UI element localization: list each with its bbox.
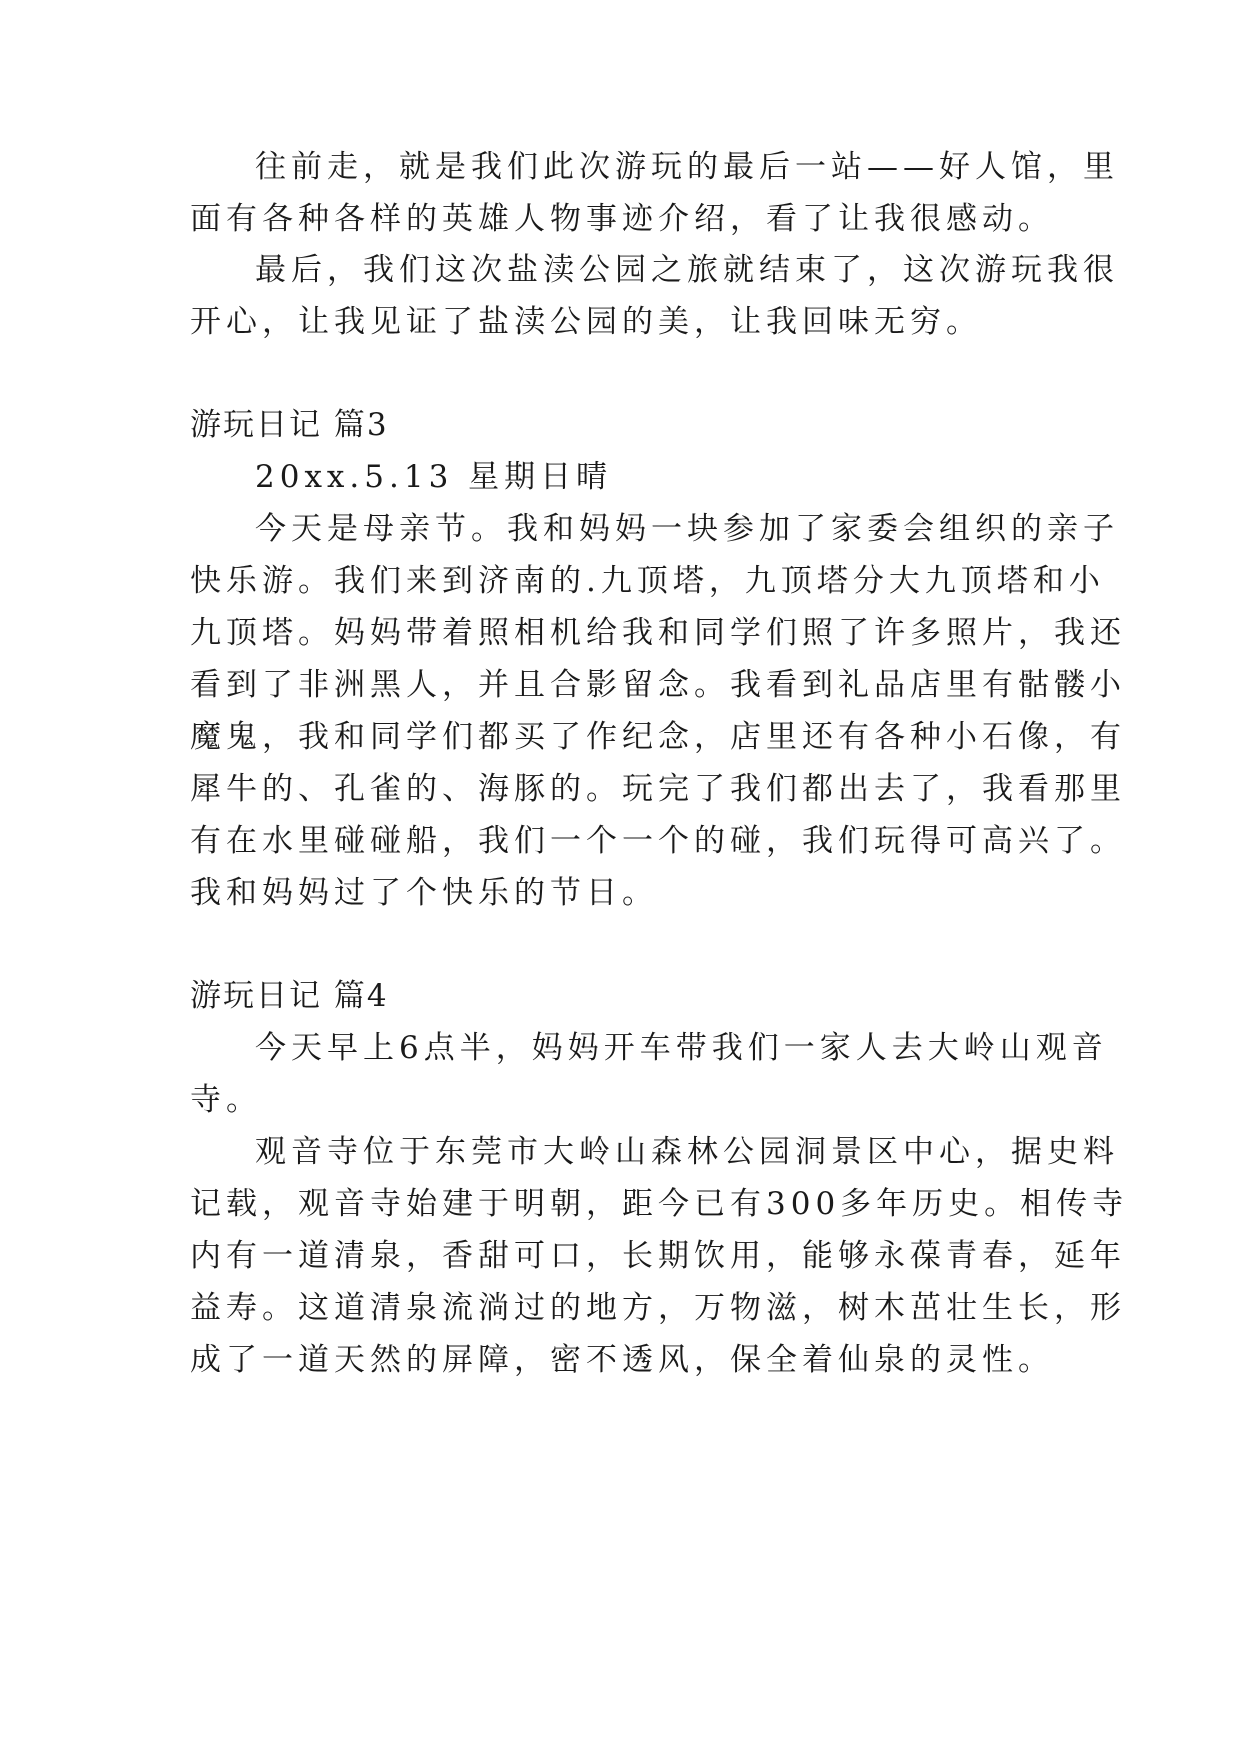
paragraph-line: 今天是母亲节。我和妈妈一块参加了家委会组织的亲子 (255, 511, 1119, 547)
paragraph-line: 记载，观音寺始建于明朝，距今已有300多年历史。相传寺 (190, 1186, 1129, 1222)
section-heading: 游玩日记 篇4 (190, 978, 389, 1014)
paragraph-line: 犀牛的、孔雀的、海豚的。玩完了我们都出去了，我看那里 (190, 771, 1126, 807)
date-line: 20xx.5.13 星期日晴 (255, 459, 613, 495)
paragraph-line: 观音寺位于东莞市大岭山森林公园洞景区中心，据史料 (255, 1134, 1119, 1170)
paragraph-line: 快乐游。我们来到济南的.九顶塔，九顶塔分大九顶塔和小 (190, 563, 1105, 599)
paragraph-line: 益寿。这道清泉流淌过的地方，万物滋，树木茁壮生长，形 (190, 1290, 1126, 1326)
paragraph-line: 内有一道清泉，香甜可口，长期饮用，能够永葆青春，延年 (190, 1238, 1126, 1274)
paragraph-line: 今天早上6点半，妈妈开车带我们一家人去大岭山观音 (255, 1030, 1108, 1066)
paragraph-line: 寺。 (190, 1082, 262, 1118)
paragraph-line: 魔鬼，我和同学们都买了作纪念，店里还有各种小石像，有 (190, 719, 1126, 755)
section-heading: 游玩日记 篇3 (190, 407, 389, 443)
paragraph-line: 成了一道天然的屏障，密不透风，保全着仙泉的灵性。 (190, 1342, 1054, 1378)
paragraph-line: 往前走，就是我们此次游玩的最后一站——好人馆，里 (255, 149, 1119, 185)
paragraph-line: 最后，我们这次盐渎公园之旅就结束了，这次游玩我很 (255, 252, 1119, 288)
paragraph-line: 看到了非洲黑人，并且合影留念。我看到礼品店里有骷髅小 (190, 667, 1126, 703)
paragraph-line: 九顶塔。妈妈带着照相机给我和同学们照了许多照片，我还 (190, 615, 1126, 651)
paragraph-line: 面有各种各样的英雄人物事迹介绍，看了让我很感动。 (190, 201, 1054, 237)
paragraph-line: 我和妈妈过了个快乐的节日。 (190, 875, 658, 911)
paragraph-line: 有在水里碰碰船，我们一个一个的碰，我们玩得可高兴了。 (190, 823, 1126, 859)
paragraph-line: 开心，让我见证了盐渎公园的美，让我回味无穷。 (190, 304, 982, 340)
